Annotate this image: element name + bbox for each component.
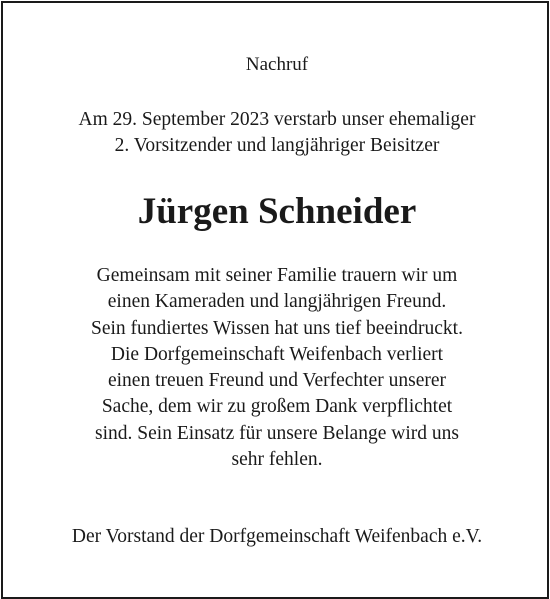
body-line: sind. Sein Einsatz für unsere Belange wird uns <box>95 422 459 444</box>
signature: Der Vorstand der Dorfgemeinschaft Weifenbach e.V. <box>71 526 483 547</box>
body-line: einen treuen Freund und Verfechter unserer <box>107 370 447 392</box>
body-line: einen Kameraden und langjährigen Freund. <box>107 291 447 313</box>
body-line: Die Dorfgemeinschaft Weifenbach verliert <box>110 343 444 365</box>
body-line: Sein fundiertes Wissen hat uns tief beeindruckt. <box>91 317 463 339</box>
body-line: sehr fehlen. <box>231 449 323 471</box>
obituary-notice <box>1 1 549 599</box>
deceased-name: Jürgen Schneider <box>137 191 417 232</box>
body-line: Gemeinsam mit seiner Familie trauern wir um <box>96 265 458 286</box>
intro-line: 2. Vorsitzender und langjähriger Beisitzer <box>114 135 440 156</box>
intro-text <box>3 107 550 159</box>
notice-heading: Nachruf <box>245 54 309 75</box>
intro-line: Am 29. September 2023 verstarb unser ehemaliger <box>78 109 476 130</box>
body-line: Sache, dem wir zu großem Dank verpflichtet <box>101 396 453 418</box>
body-text <box>3 263 550 473</box>
